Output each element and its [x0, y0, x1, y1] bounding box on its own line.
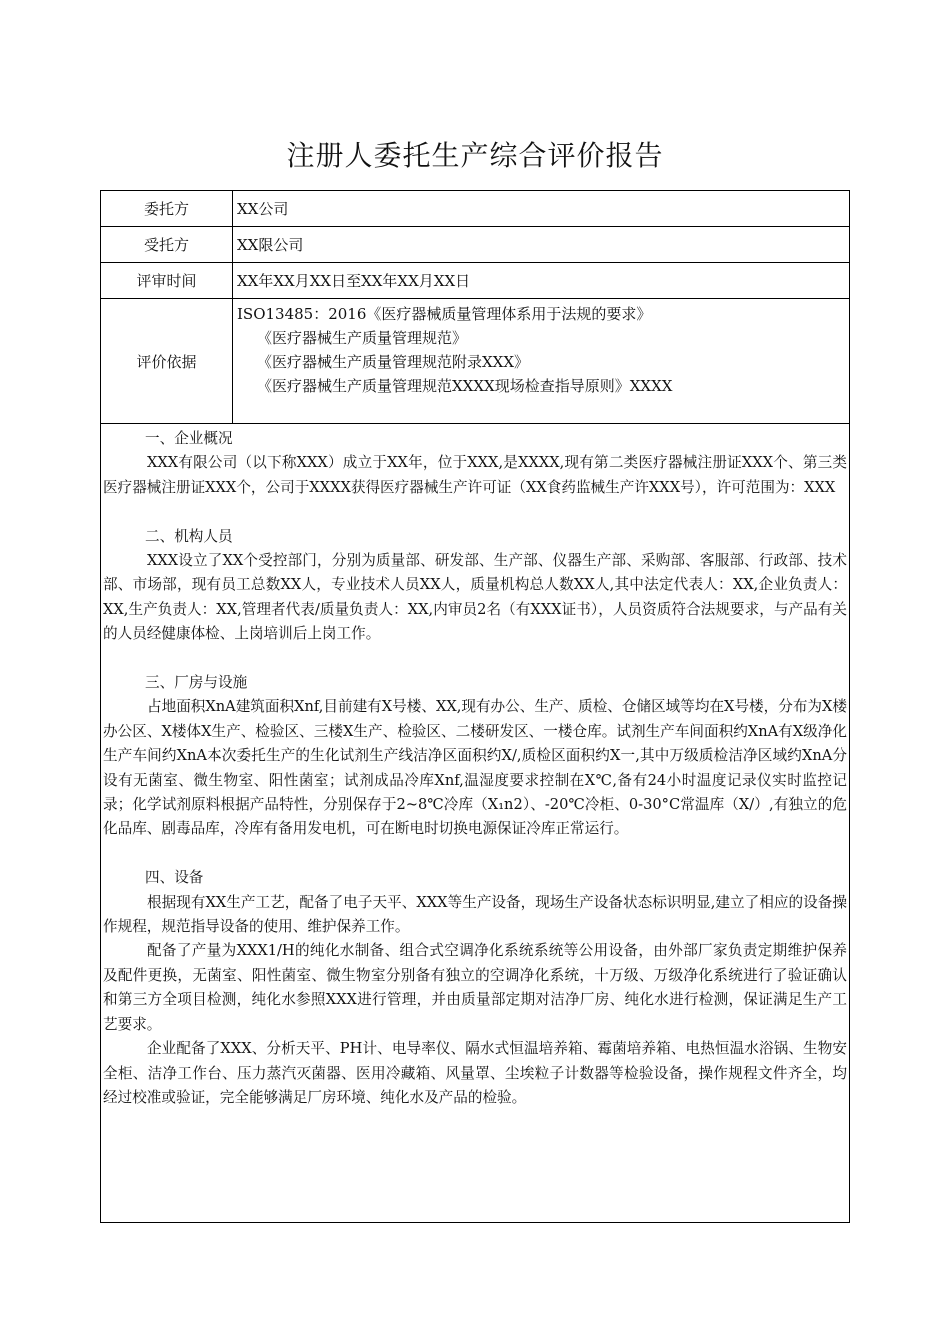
report-title: 注册人委托生产综合评价报告 [286, 139, 664, 172]
section-paragraph: XXX设立了XX个受控部门，分别为质量部、研发部、生产部、仪器生产部、采购部、客服部、行政部、技术部、市场部，现有员工总数XX人，专业技术人员XX人，质量机构总人数XX人,其中法定代表人：XX,企业负责人：XX,生产负责人：XX,管理者代表/质量负责人：XX,内审员2名（有XXX证书），人员资质符合法规要求，与产品有关的人员经健康体检、上岗培训后上岗工作。 [103, 552, 847, 643]
basis-label: 评价依据 [101, 299, 233, 423]
section-paragraph: 配备了产量为XXX1/H的纯化水制备、组合式空调净化系统系统等公用设备，由外部厂家负责定期维护保养及配件更换，无菌室、阳性菌室、微生物室分别备有独立的空调净化系统，十万级、万级净化系统进行了验证确认和第三方全项目检测，纯化水参照XXX进行管理，并由质量部定期对洁净厂房、纯化水进行检测，保证满足生产工艺要求。 [103, 942, 847, 1033]
section-facilities [103, 671, 847, 842]
row-contractor [101, 227, 849, 263]
basis-item: 《医疗器械生产质量管理规范附录XXX》 [257, 353, 530, 371]
row-client [101, 191, 849, 227]
section-personnel [103, 525, 847, 647]
client-label: 委托方 [101, 191, 233, 226]
row-review-time [101, 263, 849, 299]
row-basis [101, 299, 849, 424]
basis-item: ISO13485：2016《医疗器械质量管理体系用于法规的要求》 [237, 305, 652, 323]
contractor-value: XX限公司 [237, 236, 304, 254]
basis-item: 《医疗器械生产质量管理规范XXXX现场检查指导原则》XXXX [257, 377, 673, 395]
section-title: 二、机构人员 [145, 527, 233, 545]
section-title: 一、企业概况 [145, 430, 233, 447]
basis-list [233, 299, 849, 423]
basis-item: 《医疗器械生产质量管理规范》 [257, 329, 468, 347]
section-title: 三、厂房与设施 [145, 674, 248, 692]
section-title: 四、设备 [145, 869, 204, 887]
contractor-label: 受托方 [101, 227, 233, 262]
report-table [100, 190, 850, 1223]
review-time-value: XX年XX月XX日至XX年XX月XX日 [237, 272, 471, 290]
section-overview [103, 427, 847, 500]
section-paragraph: 根据现有XX生产工艺，配备了电子天平、XXX等生产设备，现场生产设备状态标识明显,建立了相应的设备操作规程，规范指导设备的使用、维护保养工作。 [103, 893, 847, 936]
report-body [101, 424, 849, 1110]
section-paragraph: XXX有限公司（以下称XXX）成立于XX年，位于XXX,是XXXX,现有第二类医疗器械注册证XXX个、第三类医疗器械注册证XXX个，公司于XXXX获得医疗器械生产许可证（XX食药监械生产许XXX号），许可范围为：XXX [103, 454, 847, 496]
section-equipment [103, 866, 847, 1110]
section-paragraph: 占地面积XnA建筑面积Xnf,目前建有X号楼、XX,现有办公、生产、质检、仓储区域等均在X号楼，分布为X楼办公区、X楼体X生产、检验区、三楼X生产、检验区、二楼研发区、一楼仓库。试剂生产车间面积约XnA有X级净化生产车间约XnA本次委托生产的生化试剂生产线洁净区面积约X/,质检区面积约X一,其中万级质检洁净区域约XnA分设有无菌室、微生物室、阳性菌室；试剂成品冷库Xnf,温湿度要求控制在X℃,备有24小时温度记录仪实时监控记录；化学试剂原料根据产品特性，分别保存于2~8℃冷库（X₁n2）、-20℃冷柜、0-30°C常温库（X/）,有独立的危化品库、剧毒品库，冷库有备用发电机，可在断电时切换电源保证冷库正常运行。 [103, 698, 847, 838]
review-time-label: 评审时间 [101, 263, 233, 298]
section-paragraph: 企业配备了XXX、分析天平、PH计、电导率仪、隔水式恒温培养箱、霉菌培养箱、电热恒温水浴锅、生物安全柜、洁净工作台、压力蒸汽灭菌器、医用冷藏箱、风量罩、尘埃粒子计数器等检验设备，操作规程文件齐全，均经过校准或验证，完全能够满足厂房环境、纯化水及产品的检验。 [103, 1040, 847, 1106]
client-value: XX公司 [237, 200, 289, 218]
